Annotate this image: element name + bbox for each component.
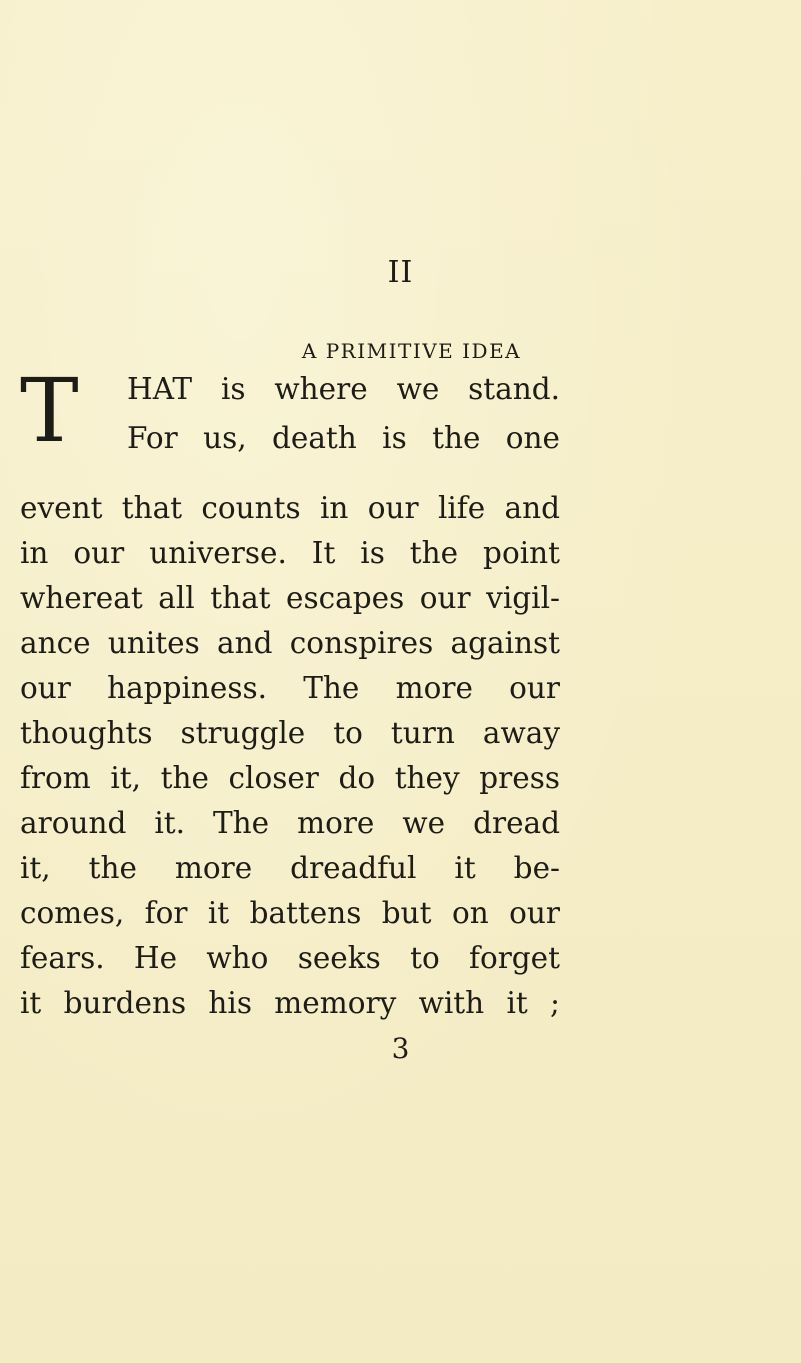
chapter-number: II xyxy=(387,255,414,290)
chapter-title: A PRIMITIVE IDEA xyxy=(301,339,522,363)
text-line: it, the more dreadful it be- xyxy=(20,851,560,885)
text-line: event that counts in our life and xyxy=(20,491,560,525)
text-line: around it. The more we dread xyxy=(20,806,560,840)
text-line: ance unites and conspires against xyxy=(20,626,560,660)
text-line: For us, death is the one xyxy=(127,421,560,455)
text-line: HAT is where we stand. xyxy=(127,372,560,406)
text-line: in our universe. It is the point xyxy=(20,536,560,570)
text-line: whereat all that escapes our vigil- xyxy=(20,581,560,615)
text-line: thoughts struggle to turn away xyxy=(20,716,560,750)
text-line: our happiness. The more our xyxy=(20,671,560,705)
text-line: from it, the closer do they press xyxy=(20,761,560,795)
page-number: 3 xyxy=(391,1032,410,1065)
text-line: it burdens his memory with it ; xyxy=(20,986,560,1020)
drop-cap: T xyxy=(20,359,79,462)
text-line: comes, for it battens but on our xyxy=(20,896,560,930)
text-line: fears. He who seeks to forget xyxy=(20,941,560,975)
